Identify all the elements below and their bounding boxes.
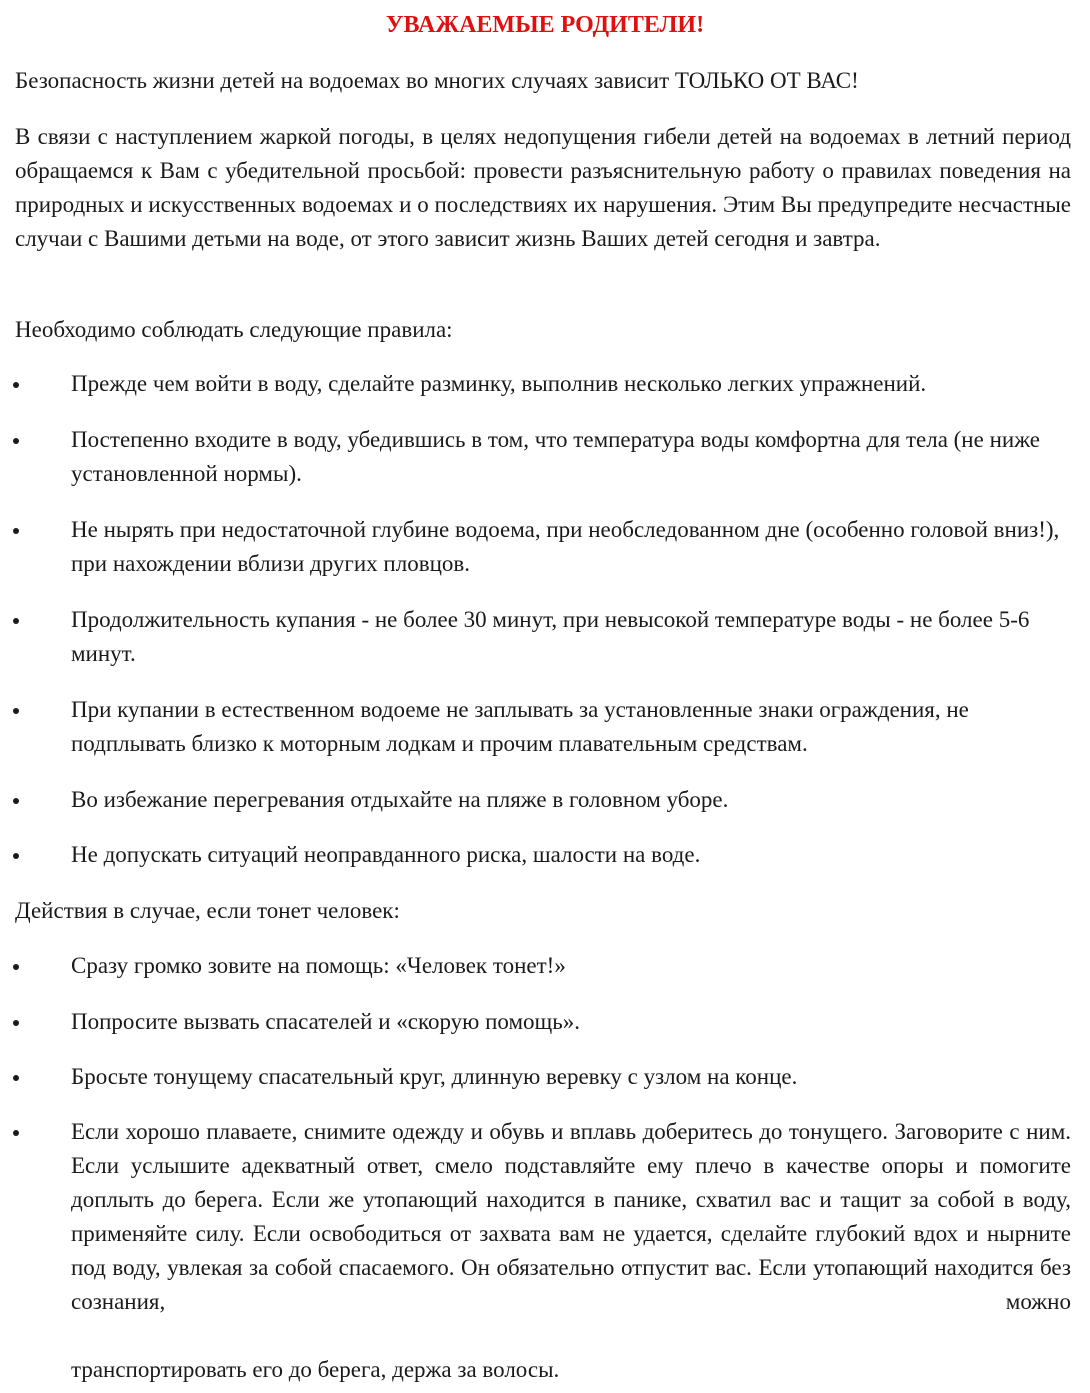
rule-text: Не допускать ситуаций неоправданного риска, шалости на воде.: [71, 842, 701, 867]
rule-text: Постепенно входите в воду, убедившись в том, что температура воды комфортна для тела (не ниже установленной нормы).: [71, 427, 1040, 486]
rule-text: При купании в естественном водоеме не заплывать за установленные знаки ограждения, не подплывать близко к моторным лодкам и прочим плавательным средствам.: [71, 697, 969, 756]
bullet-icon: [13, 618, 19, 624]
bullet-icon: [13, 1130, 19, 1136]
rules-heading: Необходимо соблюдать следующие правила:: [15, 317, 453, 342]
action-text-continuation: транспортировать его до берега, держа за волосы.: [71, 1357, 560, 1382]
bullet-icon: [13, 1020, 19, 1026]
page-title: УВАЖАЕМЫЕ РОДИТЕЛИ!: [385, 12, 705, 38]
rule-text: Во избежание перегревания отдыхайте на пляже в головном уборе.: [71, 787, 729, 812]
actions-heading: Действия в случае, если тонет человек:: [15, 898, 400, 923]
bullet-icon: [13, 853, 19, 859]
action-text: Бросьте тонущему спасательный круг, длинную веревку с узлом на конце.: [71, 1064, 798, 1089]
bullet-icon: [13, 964, 19, 970]
intro-paragraph: Безопасность жизни детей на водоемах во многих случаях зависит ТОЛЬКО ОТ ВАС!: [15, 68, 859, 93]
bullet-icon: [13, 708, 19, 714]
bullet-icon: [13, 798, 19, 804]
bullet-icon: [13, 382, 19, 388]
action-text: Сразу громко зовите на помощь: «Человек тонет!»: [71, 953, 566, 978]
rule-text: Не нырять при недостаточной глубине водоема, при необследованном дне (особенно головой вниз!), при нахождении вблизи других пловцов.: [71, 517, 1060, 576]
bullet-icon: [13, 438, 19, 444]
rule-text: Продолжительность купания - не более 30 минут, при невысокой температуре воды - не более 5-6 минут.: [71, 607, 1030, 666]
action-text: Если хорошо плаваете, снимите одежду и обувь и вплавь доберитесь до тонущего. Заговорите с ним. Если услышите адекватный ответ, смело подставляйте ему плечо в качестве опоры и помогите доплыть до берега. Если же утопающий находится в панике, схватил вас и тащит за собой в воду, применяйте силу. Если освободиться от захвата вам не удается, сделайте глубокий вдох и нырните под воду, увлекая за собой спасаемого. Он обязательно отпустит вас. Если утопающий находится без сознания, можно: [71, 1119, 1071, 1314]
action-text: Попросите вызвать спасателей и «скорую помощь».: [71, 1009, 580, 1034]
rule-text: Прежде чем войти в воду, сделайте разминку, выполнив несколько легких упражнений.: [71, 371, 927, 396]
bullet-icon: [13, 528, 19, 534]
bullet-icon: [13, 1075, 19, 1081]
appeal-paragraph: В связи с наступлением жаркой погоды, в целях недопущения гибели детей на водоемах в летний период обращаемся к Вам с убедительной просьбой: провести разъяснительную работу о правилах поведения на природных и искусственных водоемах и о последствиях их нарушения. Этим Вы предупредите несчастные случаи с Вашими детьми на воде, от этого зависит жизнь Ваших детей сегодня и завтра.: [15, 124, 1071, 251]
